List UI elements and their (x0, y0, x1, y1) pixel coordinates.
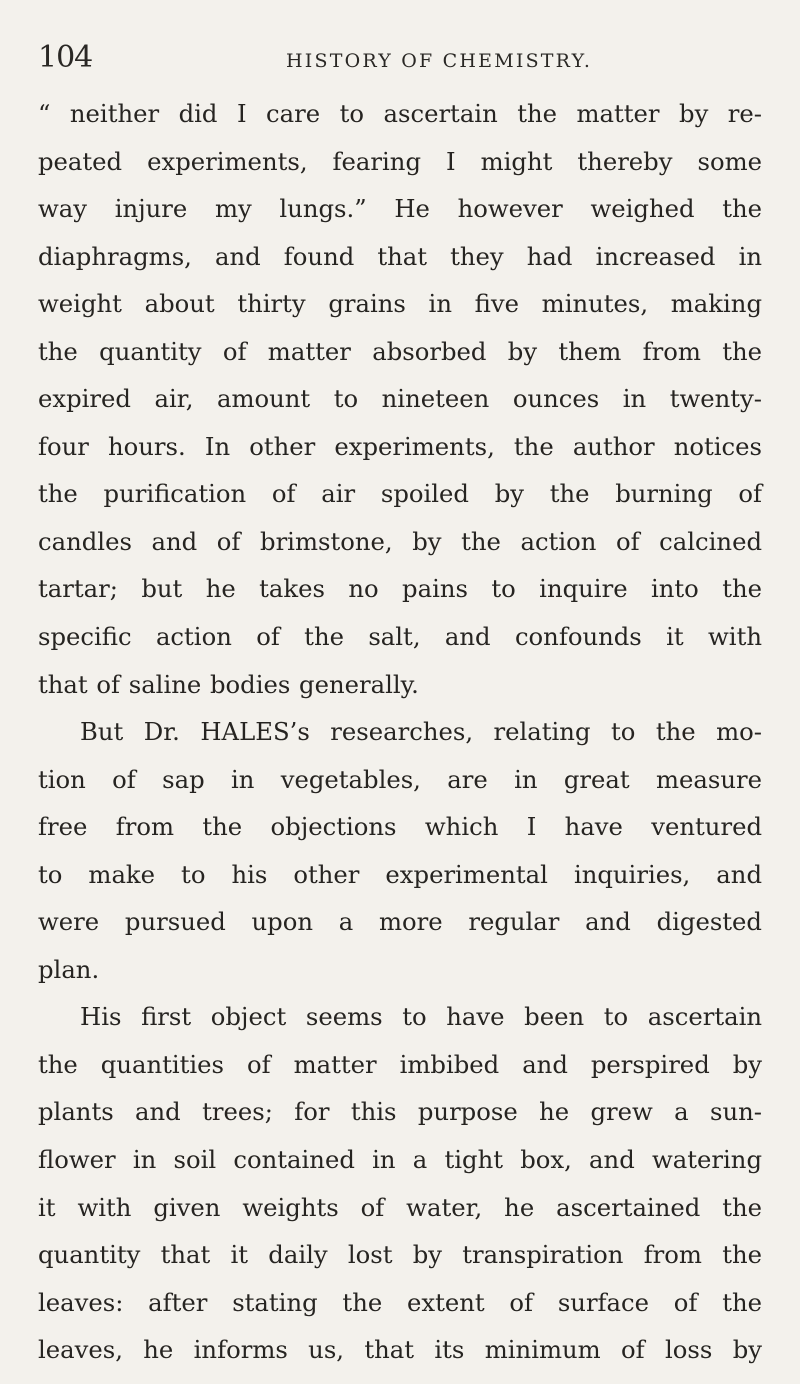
text-line: But Dr. HALES’s researches, relating to the mo- (80, 717, 762, 747)
text-line: quantity that it daily lost by transpiration from the (38, 1240, 762, 1270)
text-line: plants and trees; for this purpose he grew a sun- (38, 1097, 762, 1127)
running-head (38, 40, 762, 80)
text-line: leaves, he informs us, that its minimum of loss by (38, 1335, 762, 1365)
text-line: expired air, amount to nineteen ounces in twenty- (38, 384, 762, 414)
body-text (38, 90, 762, 1374)
text-line: tion of sap in vegetables, are in great measure (38, 764, 762, 794)
text-line: the quantities of matter imbibed and perspired by (38, 1049, 762, 1079)
text-line: it with given weights of water, he ascertained the (38, 1192, 762, 1222)
text-line: free from the objections which I have ventured (38, 812, 762, 842)
text-line: His first object seems to have been to ascertain (80, 1002, 762, 1032)
text-line: the quantity of matter absorbed by them from the (38, 336, 762, 366)
text-line: four hours. In other experiments, the author notices (38, 431, 762, 461)
text-line: plan. (38, 954, 100, 984)
text-line: peated experiments, fearing I might thereby some (38, 146, 762, 176)
running-title: HISTORY OF CHEMISTRY. (286, 50, 593, 72)
text-line: specific action of the salt, and confounds it with (38, 622, 762, 652)
text-line: that of saline bodies generally. (38, 669, 419, 699)
text-line: leaves: after stating the extent of surface of the (38, 1287, 762, 1317)
page-number: 104 (38, 40, 93, 75)
text-line: candles and of brimstone, by the action of calcined (38, 526, 762, 556)
text-line: to make to his other experimental inquiries, and (38, 859, 762, 889)
text-line: flower in soil contained in a tight box, and watering (38, 1145, 762, 1175)
text-line: the purification of air spoiled by the burning of (38, 479, 762, 509)
text-line: tartar; but he takes no pains to inquire into the (38, 574, 762, 604)
text-line: “ neither did I care to ascertain the matter by re- (38, 99, 762, 128)
text-line: were pursued upon a more regular and digested (38, 907, 762, 937)
text-line: way injure my lungs.” He however weighed the (38, 194, 762, 224)
text-line: weight about thirty grains in five minutes, making (38, 289, 762, 319)
text-line: diaphragms, and found that they had increased in (38, 241, 762, 271)
